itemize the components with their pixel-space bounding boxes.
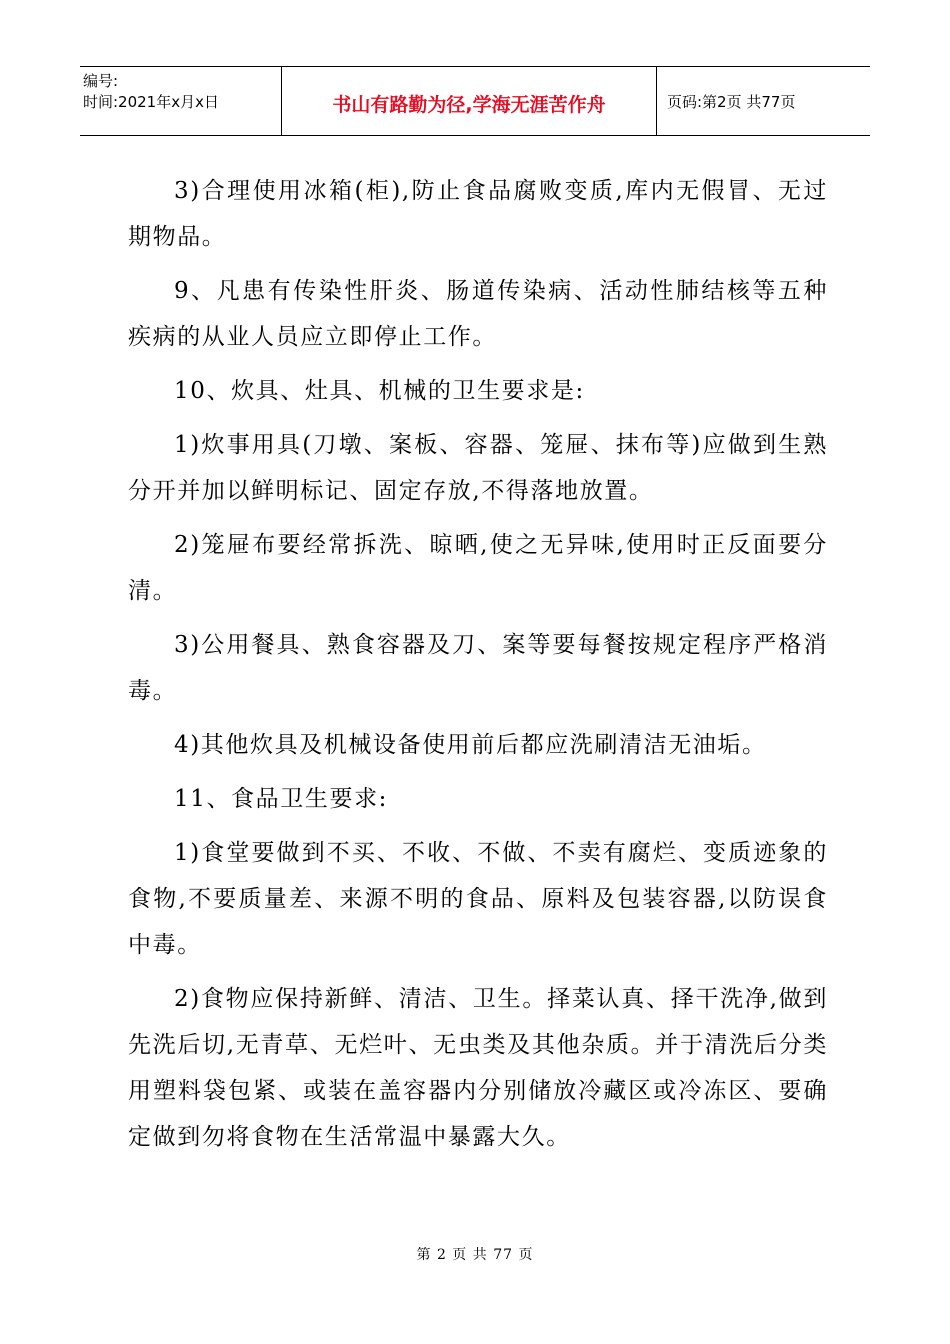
paragraph: 3)公用餐具、熟食容器及刀、案等要每餐按规定程序严格消毒。 — [128, 632, 828, 704]
paragraph: 2)食物应保持新鲜、清洁、卫生。择菜认真、择干洗净,做到先洗后切,无青草、无烂叶、无虫类及其他杂质。并于清洗后分类用塑料袋包紧、或装在盖容器内分别储放冷藏区或冷冻区、要确定做到勿将食物在生活常温中暴露大久。 — [128, 986, 828, 1150]
header-meta — [80, 67, 282, 135]
paragraph: 4)其他炊具及机械设备使用前后都应洗刷清洁无油垢。 — [174, 732, 767, 758]
page-header — [80, 66, 870, 136]
paragraph: 10、炊具、灶具、机械的卫生要求是: — [174, 378, 585, 404]
document-number-label: 编号: — [83, 72, 119, 90]
page-footer: 第 2 页 共 77 页 — [416, 1247, 534, 1263]
paragraph: 1)炊事用具(刀墩、案板、容器、笼屉、抹布等)应做到生熟分开并加以鲜明标记、固定存放,不得落地放置。 — [128, 432, 828, 504]
paragraph: 9、凡患有传染性肝炎、肠道传染病、活动性肺结核等五种疾病的从业人员应立即停止工作。 — [128, 278, 828, 350]
header-motto: 书山有路勤为径,学海无涯苦作舟 — [282, 67, 657, 135]
document-body — [128, 168, 828, 1168]
document-time-label: 时间:2021年x月x日 — [83, 93, 219, 111]
paragraph: 1)食堂要做到不买、不收、不做、不卖有腐烂、变质迹象的食物,不要质量差、来源不明的食品、原料及包装容器,以防误食中毒。 — [128, 840, 828, 958]
header-page-info: 页码:第2页 共77页 — [667, 92, 796, 111]
paragraph: 11、食品卫生要求: — [174, 786, 389, 812]
paragraph: 2)笼屉布要经常拆洗、晾晒,使之无异味,使用时正反面要分清。 — [128, 532, 828, 604]
paragraph: 3)合理使用冰箱(柜),防止食品腐败变质,库内无假冒、无过期物品。 — [128, 178, 828, 250]
